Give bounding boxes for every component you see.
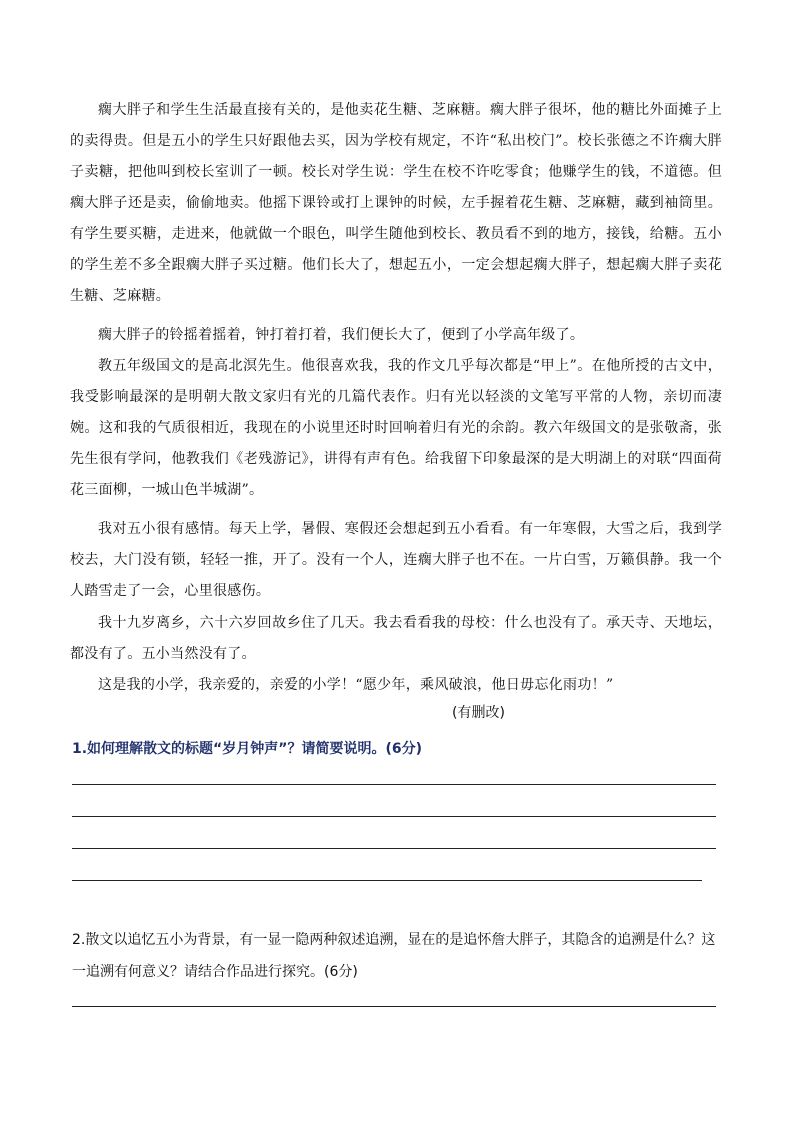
answer-line-q1-4[interactable] — [72, 880, 702, 881]
answer-line-q1-1[interactable] — [72, 784, 716, 785]
question-1: 1.如何理解散文的标题“岁月钟声”？请简要说明。(6分) — [72, 741, 422, 757]
passage-paragraph-3: 教五年级国文的是高北溟先生。他很喜欢我，我的作文几乎每次都是“甲上”。在他所授的古文中，我受影响最深的是明朝大散文家归有光的几篇代表作。归有光以轻淡的文笔写平常的人物，亲切而凄婉。这和我的气质很相近，我现在的小说里还时时回响着归有光的余韵。教六年级国文的是张敬斋，张先生很有学问，他教我们《老残游记》，讲得有声有色。给我留下印象最深的是大明湖上的对联“四面荷花三面柳，一城山色半城湖”。 — [70, 358, 722, 498]
passage-paragraph-6: 这是我的小学，我亲爱的，亲爱的小学！“愿少年，乘风破浪，他日毋忘化雨功！” — [98, 677, 614, 693]
passage-paragraph-1: 瘸大胖子和学生生活最直接有关的，是他卖花生糖、芝麻糖。瘸大胖子很坏，他的糖比外面摊子上的卖得贵。但是五小的学生只好跟他去买，因为学校有规定，不许“私出校门”。校长张德之不许瘸大胖子卖糖，把他叫到校长室训了一顿。校长对学生说：学生在校不许吃零食；他赚学生的钱，不道德。但瘸大胖子还是卖，偷偷地卖。他摇下课铃或打上课钟的时候，左手握着花生糖、芝麻糖，藏到袖筒里。有学生要买糖，走进来，他就做一个眼色，叫学生随他到校长、教员看不到的地方，接钱，给糖。五小的学生差不多全跟瘸大胖子买过糖。他们长大了，想起五小，一定会想起瘸大胖子，想起瘸大胖子卖花生糖、芝麻糖。 — [70, 102, 722, 304]
answer-line-q2-1[interactable] — [72, 1006, 716, 1007]
passage-paragraph-4: 我对五小很有感情。每天上学，暑假、寒假还会想起到五小看看。有一年寒假，大雪之后，我到学校去，大门没有锁，轻轻一推，开了。没有一个人，连瘸大胖子也不在。一片白雪，万籁俱静。我一个人踏雪走了一会，心里很感伤。 — [70, 521, 722, 599]
answer-line-q1-3[interactable] — [72, 848, 716, 849]
passage-paragraph-2: 瘸大胖子的铃摇着摇着，钟打着打着，我们便长大了，便到了小学高年级了。 — [98, 327, 585, 343]
question-2: 2.散文以追忆五小为背景，有一显一隐两种叙述追溯，显在的是追怀詹大胖子，其隐含的追溯是什么？这一追溯有何意义？请结合作品进行探究。(6分) — [72, 932, 716, 980]
source-note: (有删改) — [452, 705, 505, 721]
passage-paragraph-5: 我十九岁离乡，六十六岁回故乡住了几天。我去看看我的母校：什么也没有了。承天寺、天地坛，都没有了。五小当然没有了。 — [70, 615, 722, 662]
answer-line-q1-2[interactable] — [72, 816, 716, 817]
